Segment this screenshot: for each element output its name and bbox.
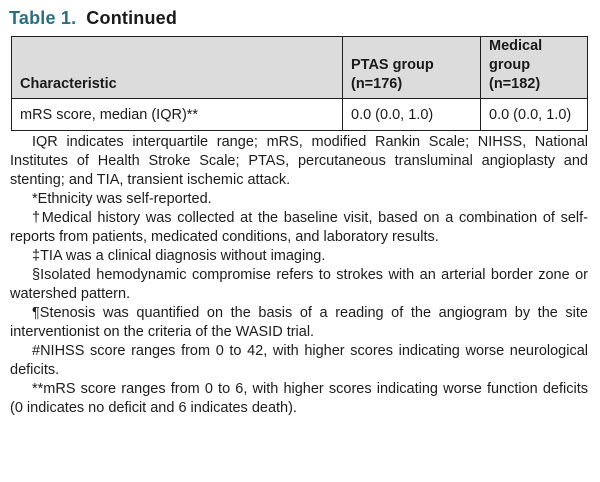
footnote-tia: ‡TIA was a clinical diagnosis without imaging. [32, 248, 326, 264]
footnote-nihss: #NIHSS score ranges from 0 to 42, with higher scores indicating worse neurological deficits. [10, 343, 588, 378]
table-header-row [12, 37, 588, 99]
header-medical-n: (n=182) [489, 76, 541, 92]
table-row [12, 99, 588, 131]
table-continued: Continued [86, 8, 178, 28]
table-label: Table 1. [9, 8, 77, 28]
header-characteristic [12, 37, 343, 99]
header-ptas-label: PTAS group [351, 57, 434, 73]
footnote-mrs: **mRS score ranges from 0 to 6, with higher scores indicating worse function deficits (0 indicates no deficit and 6 indicates death). [10, 381, 588, 416]
footnote-abbreviations: IQR indicates interquartile range; mRS, modified Rankin Scale; NIHSS, National Institutes of Health Stroke Scale; PTAS, percutaneous transluminal angioplasty and stenting; and TIA, transient ischemic attack. [10, 134, 588, 188]
header-ptas-n: (n=176) [351, 76, 403, 92]
header-medical-label: Medical group [489, 38, 543, 73]
header-ptas-group [343, 37, 481, 99]
cell-ptas: 0.0 (0.0, 1.0) [343, 99, 481, 131]
footnote-ethnicity: *Ethnicity was self-reported. [32, 191, 212, 207]
footnote-hemodynamic: §Isolated hemodynamic compromise refers to strokes with an arterial border zone or watershed pattern. [10, 267, 588, 302]
footnote-medical-history: †Medical history was collected at the baseline visit, based on a combination of self-reports from patients, medicated conditions, and laboratory results. [10, 210, 588, 245]
data-table [11, 36, 588, 131]
header-characteristic-label: Characteristic [20, 76, 117, 92]
footnote-stenosis: ¶Stenosis was quantified on the basis of a reading of the angiogram by the site interventionist on the criteria of the WASID trial. [10, 305, 588, 340]
header-medical-group [481, 37, 588, 99]
cell-characteristic: mRS score, median (IQR)** [12, 99, 343, 131]
cell-medical: 0.0 (0.0, 1.0) [481, 99, 588, 131]
table-title [9, 8, 177, 29]
footnotes [10, 133, 588, 418]
